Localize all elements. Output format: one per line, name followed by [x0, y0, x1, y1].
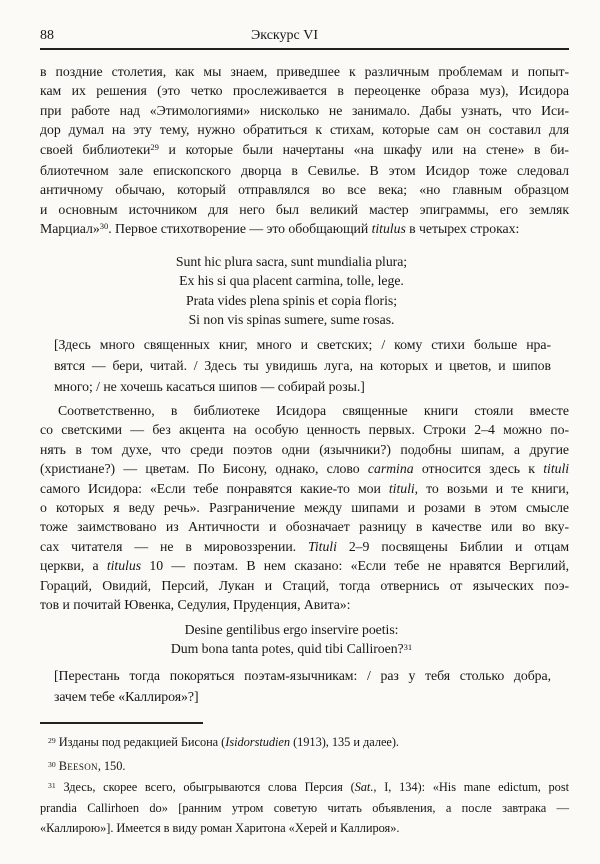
text-line: античному обычаю, который отправлялся во все века; «но главным образцом	[40, 182, 569, 198]
text-line: Si non vis spinas sumere, sume rosas.	[188, 312, 395, 328]
page-header	[40, 27, 569, 50]
text-line: церкви, а titulus 10 — поэтам. В нем сказано: «Если тебе не нравятся Вергилий,	[40, 558, 569, 574]
text-line: самого Исидора: «Если тебе понравятся какие-то мои tituli, то возьми и те книги,	[40, 480, 569, 496]
text-line: $^{31}$ Здесь, скорее всего, обыгрываются слова Персия (Sat., I, 134): «His mane edictum, post	[48, 780, 569, 794]
text-line: Марциал»$^{30}$. Первое стихотворение — это обобщающий titulus в четырех строках:	[40, 221, 520, 237]
footnote-separator-rule	[40, 722, 203, 724]
text-line: зачем тебе «Каллироя»?]	[54, 689, 199, 704]
footnote-31	[40, 778, 569, 838]
paragraph-1	[40, 62, 569, 241]
footnote-29	[40, 733, 569, 754]
page-number: 88	[40, 28, 54, 43]
text-line: дор думал на эту тему, нужно обратиться к стихам, которые сам он составил для	[40, 122, 569, 138]
text-line: Sunt hic plura sacra, sunt mundialia plura;	[175, 254, 408, 269]
translation-block-2	[54, 665, 551, 707]
text-line: своей библиотеки$^{29}$ и которые были начертаны «на шкафу или на стене» в би-	[40, 141, 569, 157]
latin-verse-2	[40, 620, 569, 661]
text-line: много; / не хочешь касаться шипов — собирай розы.]	[54, 379, 365, 394]
text-line: и основным источником для него был великий мастер эпиграммы, его земляк	[40, 201, 569, 217]
text-line: при работе над «Этимологиями» нисколько не занимало. Дабы узнать, что Иси-	[40, 102, 569, 118]
text-line: $^{30}$ Beeson, 150.	[48, 759, 126, 773]
text-line: тоже заимствовано из Античности и обозначает разницу в качестве или во вку-	[40, 519, 569, 535]
text-line: тов и почитай Ювенка, Седулия, Пруденция, Авита»:	[40, 597, 351, 613]
text-line: [Здесь много священных книг, много и светских; / кому стихи больше нра-	[54, 337, 551, 352]
text-line: Ex his si qua placent carmina, tolle, lege.	[179, 273, 404, 289]
text-line: со светскими — без акцента на особую ценность первых. Строки 2–4 можно по-	[40, 422, 569, 438]
text-line: Desine gentilibus ergo inservire poetis:	[184, 622, 399, 637]
text-line: prandia Callirhoen do» [ранним утром советую читать объявления, а после завтрака —	[40, 800, 569, 815]
text-line: Prata vides plena spinis et copia floris;	[186, 292, 397, 308]
running-head: Экскурс VI	[251, 28, 318, 43]
translation-block-1	[54, 334, 551, 397]
text-line: в поздние столетия, как мы знаем, приведшее к различным проблемам и попыт-	[40, 64, 569, 79]
text-line: сах читателя — не в мировоззрении. Tituli 2–9 посвящены Библии и отцам	[40, 538, 569, 554]
latin-verse-1	[40, 252, 569, 330]
paragraph-2	[40, 401, 569, 614]
footnote-30	[40, 757, 569, 778]
text-line: вятся — бери, читай. / Здесь ты увидишь луга, на которых и цветов, и шипов	[54, 358, 551, 373]
text-line: «Каллирою»]. Имеется в виду роман Харитона «Херей и Каллироя».	[40, 820, 400, 835]
text-line: о которых я веду речь». Разграничение между шипами и розами в этом смысле	[40, 500, 569, 516]
text-line: [Перестань тогда покоряться поэтам-язычникам: / раз у тебя столько добра,	[54, 668, 551, 683]
text-line: Гораций, Овидий, Персий, Лукан и Стаций, тогда отвернись от языческих поэ-	[40, 577, 569, 593]
text-line: Dum bona tanta potes, quid tibi Calliroen?$^{31}$	[170, 641, 413, 657]
text-line: (христиане?) — цветам. По Бисону, однако, слово carmina относится здесь к tituli	[40, 461, 570, 477]
text-line: $^{29}$ Изданы под редакцией Бисона (Isidorstudien (1913), 135 и далее).	[48, 735, 399, 749]
text-line: кам их решения (это четко прослеживается в переоценке образа муз), Исидора	[40, 83, 569, 99]
text-line: нять в том духе, что среди поэтов одни (язычники?) подобны шипам, а другие	[40, 441, 569, 457]
text-line: блиотечном зале епископского дворца в Севилье. В этом Исидор тоже следовал	[40, 163, 569, 179]
text-line: Соответственно, в библиотеке Исидора священные книги стояли вместе	[58, 403, 569, 418]
